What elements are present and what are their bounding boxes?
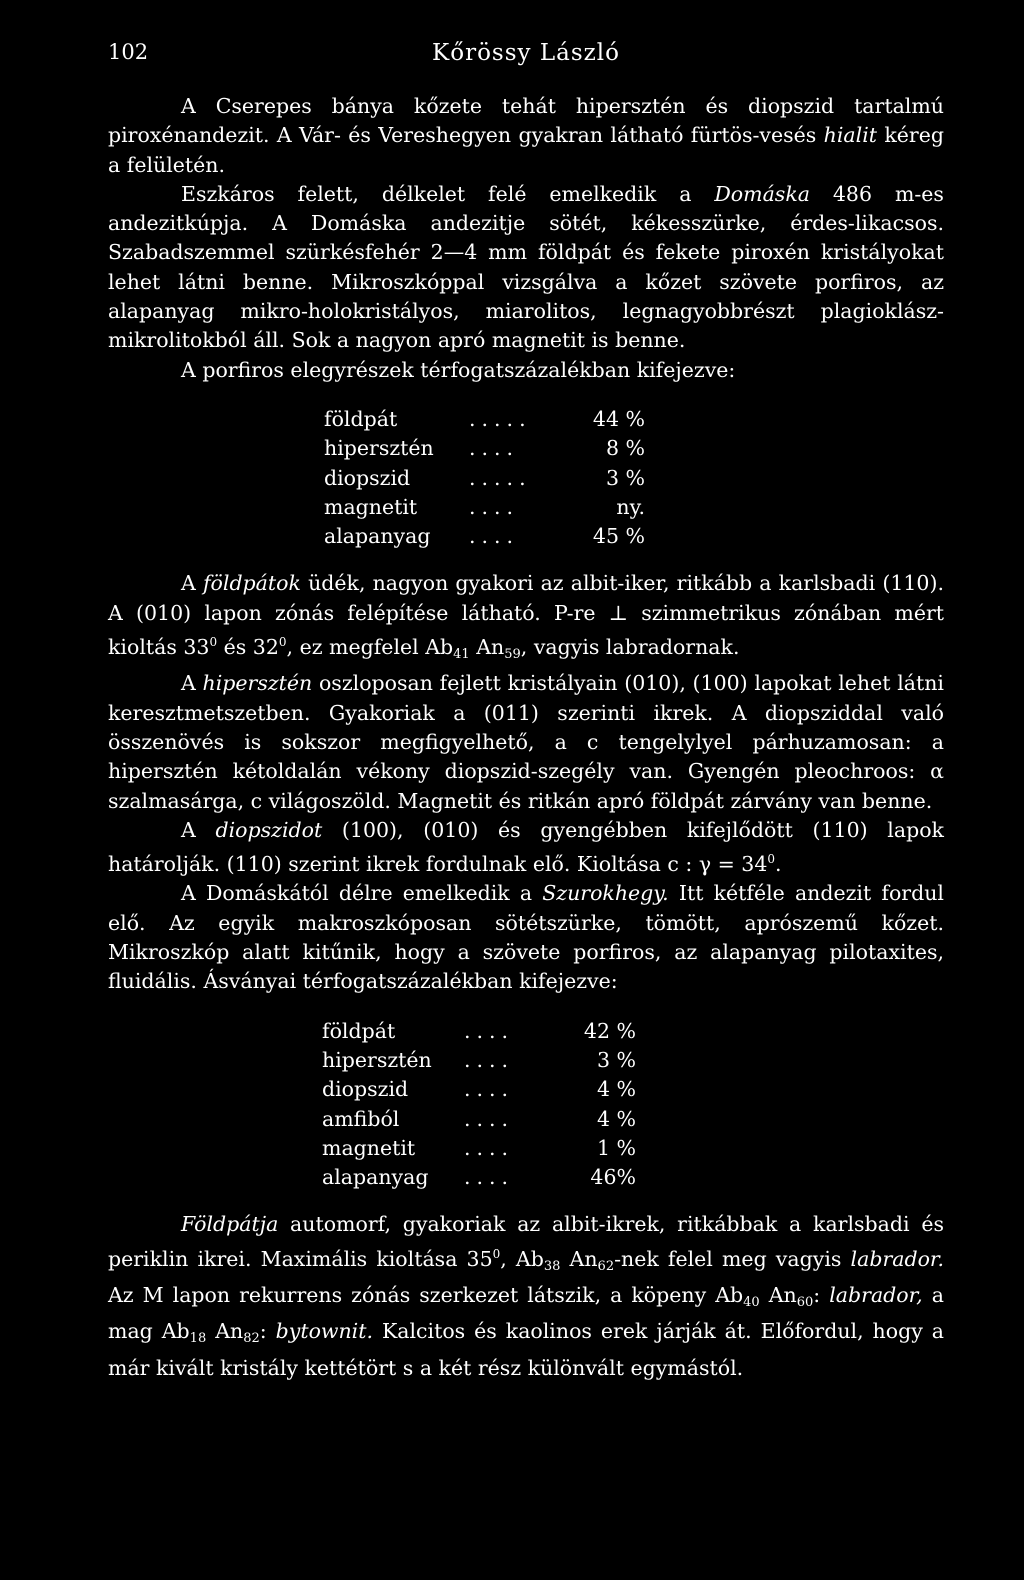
paragraph-5: A hipersztén oszloposan fejlett kristályain (010), (100) lapokat lehet látni keresztmetszetben. Gyakoriak a (011) szerinti ikrek. A diopsziddal való összenövés is sokszor megfigyelhető, a c tengelylyel párhuzamosan: a hipersztén kétoldalán vékony diopszid-szegély van. Gyengén pleochroos: α szalmasárga, c világoszöld. Magnetit és ritkán apró földpát zárvány van benne. — [108, 671, 944, 813]
table-row: amfiból .... 4 % — [322, 1106, 636, 1131]
table-row: magnetit .... 1 % — [322, 1135, 636, 1160]
table-row: diopszid ..... 3 % — [324, 465, 645, 490]
composition-table-1 — [108, 405, 944, 551]
table-row: alapanyag .... 45 % — [324, 524, 645, 549]
table-row: alapanyag .... 46% — [322, 1165, 636, 1190]
table-row: hipersztén .... 8 % — [324, 436, 645, 461]
paragraph-6: A diopszidot (100), (010) és gyengébben kifejlődött (110) lapok határolják. (110) szerint ikrek fordulnak elő. Kioltása c : $\gamma = 34^0$. — [108, 817, 944, 877]
table-row: magnetit .... ny. — [324, 494, 645, 519]
body-text — [108, 92, 944, 1383]
table-row: földpát .... 42 % — [322, 1018, 636, 1043]
table-row: földpát ..... 44 % — [324, 406, 645, 431]
paragraph-2: Eszkáros felett, délkelet felé emelkedik a Domáska 486 m-es andezitkúpja. A Domáska andezitje sötét, kékesszürke, érdes-likacsos. Szabadszemmel szürkésfehér 2—4 mm földpát és fekete piroxén kristályokat lehet látni benne. Mikroszkóppal vizsgálva a kőzet szövete porfiros, az alapanyag mikro-holokristályos, miarolitos, legnagyobbrészt plagioklász-mikrolitokból áll. Sok a nagyon apró magnetit is benne. — [108, 181, 944, 353]
paragraph-1: A Cserepes bánya kőzete tehát hipersztén és diopszid tartalmú piroxénandezit. A Vár- és Vereshegyen gyakran látható fürtös-vesés hialit kéreg a felületén. — [108, 94, 944, 177]
composition-table-2 — [108, 1017, 944, 1193]
running-title: Kőrössy László — [432, 40, 620, 66]
table-row: hipersztén .... 3 % — [322, 1047, 636, 1072]
paragraph-4: A földpátok üdék, nagyon gyakori az albit-iker, ritkább a karlsbadi (110). A (010) lapon zónás felépítése látható. P-re ⊥ szimmetrikus zónában mért kioltás $33^0$ és $32^0$, ez megfelel $Ab_{41}$ $An_{59}$, vagyis labradornak. — [108, 571, 944, 663]
paragraph-3: A porfiros elegyrészek térfogatszázalékban kifejezve: — [181, 357, 736, 382]
page-number: 102 — [108, 40, 149, 64]
paragraph-8: Földpátja automorf, gyakoriak az albit-ikrek, ritkábbak a karlsbadi és periklin ikrei. Maximális kioltása $35^0$, $Ab_{38}$ $An_{62}$-nek felel meg vagyis labrador. Az M lapon rekurrens zónás szerkezet látszik, a köpeny $Ab_{40}$ $An_{60}$: labrador, a mag $Ab_{18}$ $An_{82}$: bytownit. Kalcitos és kaolinos erek járják át. Előfordul, hogy a már kivált kristály kettétört s a két rész különvált egymástól. — [108, 1212, 944, 1380]
table-row: diopszid .... 4 % — [322, 1077, 636, 1102]
page-header — [108, 40, 944, 70]
paragraph-7: A Domáskától délre emelkedik a Szurokhegy. Itt kétféle andezit fordul elő. Az egyik makroszkóposan sötétszürke, tömött, aprószemű kőzet. Mikroszkóp alatt kitűnik, hogy a szövete porfiros, az alapanyag pilotaxites, fluidális. Ásványai térfogatszázalékban kifejezve: — [108, 881, 944, 994]
